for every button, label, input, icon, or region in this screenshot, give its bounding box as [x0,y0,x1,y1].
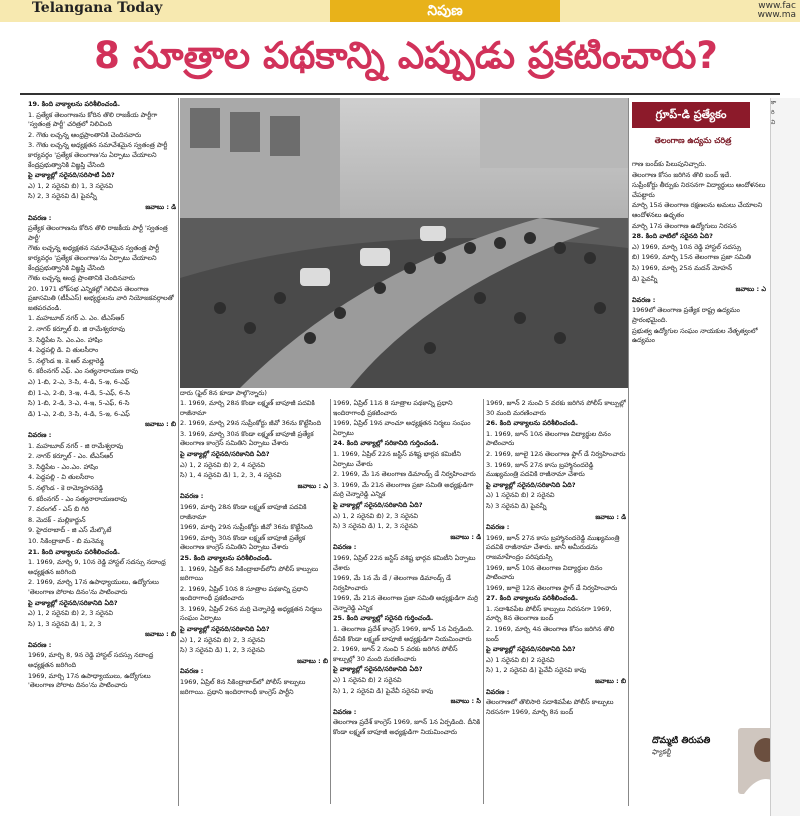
column-paragraph: సి) 2, 3 సరైనవి డి) పైవన్నీ [28,192,97,201]
text-column-5 [632,160,766,725]
column-paragraph: తెలంగాణలో తొలిసారి సదాశివపేట పోలీస్ కాల్పులు నిరసనగా 1969, మార్చి 8న బంద్ [486,698,614,716]
column-paragraph: ఎ) 1, 2 సరైనవి బి) 1, 3 సరైనవి [28,181,114,190]
column-paragraph: 5. నల్గొండ - కె రామ్మోహనరెడ్డి [28,483,104,492]
column-paragraph: వివరణ : [180,492,204,501]
column-paragraph: 1969, మార్చి 17న ఉపాధ్యాయులు, ఉద్యోగులు 'తెలంగాణ పోరాట దినం'ను పాటించారు [28,671,151,690]
column-paragraph: 4. పెద్దపల్లి డి. వి తులసీరాం [28,346,99,355]
column-paragraph: సి) 1, 2 సరైనవి డి) పైవేవీ సరైనవి కావు [486,666,587,675]
column-paragraph: 6. కరీంనగర్ - ఎం సత్యనారాయణరావు [28,494,127,503]
author-name: దొమ్మటి తిరుపతి [652,736,711,746]
column-paragraph: వివరణ : [333,707,357,716]
column-paragraph: బి) 1969, మార్చి 15న తెలంగాణ ప్రజా సమితి [632,253,751,262]
column-paragraph: 25. కింది వాక్యాల్లో సరైనది గుర్తించండి. [333,614,434,623]
column-paragraph: 2. 1969, మార్చి 29న సుప్రీంకోర్టు జీవో 36ను కొట్టేసింది [180,419,322,428]
column-paragraph: పై వాక్యాల్లో సరైనది/సరికానిది ఏది? [333,500,423,509]
column-paragraph: 1. 1969, ఏప్రిల్ 8న సికింద్రాబాద్‌లోని పోలీస్ కాల్పులు జరిగాయి [180,564,319,583]
column-paragraph: డి) పైవన్నీ [632,274,658,283]
column-paragraph: 1969, జూలై 12న తెలంగాణ ఫ్లాగ్ డే నిర్వహించారు [486,583,618,592]
column-paragraph: 1969, జూన్ 2 నుంచి 5 వరకు జరిగిన పోలీస్ కాల్పుల్లో 30 మంది మరణించారు [486,399,626,417]
column-paragraph: 2. నాగర్ కర్నూల్ - ఎం. టీఎస్ఆర్ [28,452,114,461]
column-paragraph: 24. కింది వాక్యాల్లో సరికానిది గుర్తించండి. [333,439,439,448]
column-paragraph: తెలంగాణ ప్రదేశ్ కాంగ్రెస్ 1969, జూన్ 1న ఏర్పడింది. దీనికి కొండా లక్ష్మణ్ బాపూజీ అధ్యక్షుడిగా నియమించారు [333,718,481,736]
column-paragraph: జవాబు : డి [450,532,481,541]
column-paragraph: ఎ) 1, 2 సరైనవి బి) 2, 4 సరైనవి [180,460,266,469]
column-paragraph: వివరణ : [28,213,52,222]
column-paragraph: 3. గౌతు లచ్చన్న అధ్యక్షతన సమావేశమైన స్వతంత్ర పార్టీ కార్యవర్గం 'ప్రత్యేక తెలంగాణ'ను ఏర్పాటు చేయాలని కేంద్రప్రభుత్వానికి విజ్ఞప్తి చేసింది [28,141,168,169]
column-paragraph: 1. 1969, జూన్ 10న తెలంగాణ విద్యార్థుల దినం పాటించారు [486,429,611,448]
crowd-photo-image [180,98,628,388]
section-badge: గ్రూప్-డి ప్రత్యేకం [632,102,750,128]
column-paragraph: 1. మహబూబ్ నగర్ ఎ. ఎం. టీఎస్ఆర్ [28,314,125,323]
column-paragraph: 1969లో తెలంగాణ ప్రత్యేక రాష్ట్ర ఉద్యమం ప్రారంభమైంది. [632,306,740,324]
column-paragraph: ఎ) 1, 2 సరైనవి బి) 2, 3 సరైనవి [333,511,419,520]
author-role: ఫ్యాకల్టీ [652,748,672,756]
column-paragraph: 21. కింది వాక్యాలను పరిశీలించండి. [28,547,121,556]
column-paragraph: 1969, మార్చి 30న కొండా లక్ష్మణ్ బాపూజీ ప్రత్యేక తెలంగాణ కాంగ్రెస్ సమితిని ఏర్పాటు చేశారు [180,533,306,552]
column-paragraph: 1969, మే 21న తెలంగాణ ప్రజా సమితి అధ్యక్షుడిగా మర్రి చెన్నారెడ్డి ఎన్నిక [333,594,478,612]
historical-photo [180,98,628,388]
column-paragraph: 2. గౌతు లచ్చన్న ఆంధ్రప్రాంతానికి చెందినవారు [28,130,142,139]
column-paragraph: 1969, ఏప్రిల్ 8న సికింద్రాబాద్‌లో పోలీస్ కాల్పులు జరిగాయి. ప్రధాని ఇందిరాగాంధీ కాంగ్రెస్ పార్టీని [180,678,306,696]
column-paragraph: జవాబు : బి [145,630,176,639]
masthead [0,0,800,22]
column-divider [483,399,484,804]
column-paragraph: 3. 1969, మార్చి 30న కొండా లక్ష్మణ్ బాపూజీ ప్రత్యేక తెలంగాణ కాంగ్రెస్ సమితిని ఏర్పాటు చేశారు [180,429,314,448]
column-paragraph: 3. సిద్ధిపేట - ఎం.ఎం. హాషిం [28,462,99,471]
column-paragraph: 1969, మే 1న మే డే / తెలంగాణ డిమాండ్స్ డే నిర్వహించారు [333,574,451,592]
masthead-brand: Telangana Today [32,0,163,16]
column-paragraph: పై వాక్యాల్లో సరైనది/సరికానిది ఏది? [180,625,270,634]
column-paragraph: జవాబు : డి [145,202,176,211]
column-paragraph: 1969, మార్చి 8, 9న రెడ్డి హాస్టల్ సదస్సు నదాంధ్ర అధ్యక్షతన జరిగింది [28,651,154,670]
column-paragraph: 19. కింది వాక్యాలను పరిశీలించండి. [28,100,121,108]
column-paragraph: వివరణ : [28,640,52,649]
column-paragraph: సి) 3 సరైనవి డి) 1, 2, 3 సరైనవి [333,522,418,531]
column-paragraph: 1969, మార్చి 28న కొండా లక్ష్మణ్ బాపూజీ పదవికి రాజీనామా [180,502,307,521]
column-paragraph: వివరణ : [486,687,510,696]
column-paragraph: సుప్రీంకోర్టు తీర్పుకు నిరసనగా విద్యార్థులు ఆందోళనలు చేపట్టారు [632,181,766,199]
column-paragraph: 1. ప్రత్యేక తెలంగాణను కోరిన తొలి రాజకీయ పార్టీగా 'స్వతంత్ర పార్టీ' చరిత్రలో నిలిచింది [28,110,158,129]
column-paragraph: మార్చి 15న తెలంగాణ రక్షణలను అమలు చేయాలని ఆందోళనలు ఉధృతం [632,201,763,219]
headline-rule [20,93,780,95]
column-paragraph: ఎ) 1-బి, 2-ఎ, 3-సి, 4-డి, 5-ఇ, 6-ఎఫ్ [28,378,130,387]
column-paragraph: 7. వరంగల్ - ఎస్ బి గిరి [28,505,89,514]
column-divider [178,98,179,806]
column-paragraph: ఎ) 1 సరైనవి బి) 2 సరైనవి [486,655,555,664]
column-paragraph: మార్చి 17న తెలంగాణ ఉద్యోగులు నిరసన [632,221,737,230]
column-paragraph: వివరణ : [486,523,510,532]
column-paragraph: 27. కింది వాక్యాలను పరిశీలించండి. [486,594,579,603]
column-paragraph: ఎ) 1 సరైనవి బి) 2 సరైనవి [333,676,402,685]
column-paragraph: 1969, జూన్ 10న తెలంగాణ విద్యార్థుల దినం పాటించారు [486,563,603,582]
column-paragraph: 1969, జూన్ 27న కాసు బ్రహ్మానందరెడ్డి ముఖ్యమంత్రి పదవికి రాజీనామా చేశారు. జానీ అమీరుడను రాజమాహేంద్రం పరిషదుస్సి [486,533,620,561]
column-paragraph: జవాబు : బి [297,656,328,665]
column-paragraph: సి) 3 సరైనవి డి) 1, 2, 3 సరైనవి [180,646,265,655]
column-paragraph: డి) 1-ఎ, 2-బి, 3-సి, 4-డి, 5-ఇ, 6-ఎఫ్ [28,409,130,418]
column-paragraph: 1969, ఏప్రిల్ 22న జస్టిస్ వశిష్ట భార్గవ కమిటీని ఏర్పాటు చేశారు [333,553,476,572]
column-paragraph: బి) 1-ఎ, 2-బి, 3-ఇ, 4-డి, 5-ఎఫ్, 6-సి [28,388,130,397]
column-paragraph: 2. 1969, మార్చి 17న ఉపాధ్యాయులు, ఉద్యోగులు 'తెలంగాణ పోరాట దినం'ను పాటించారు [28,578,159,596]
column-paragraph: 20. 1971 లోక్‌సభ ఎన్నికల్లో గెలిచిన తెలంగాణ ప్రజాసమితి (టీపీఎస్) అభ్యర్థులను వారి నియోజకవర్గాలతో జతపరచండి. [28,284,174,312]
column-paragraph: 2. నాగర్ కర్నూల్ బి. జి రామేశ్వరరావు [28,325,125,334]
text-column-2 [180,399,328,804]
column-paragraph: వివరణ : [180,667,204,676]
column-paragraph: సి) 1-బి, 2-డి, 3-ఎ, 4-ఇ, 5-ఎఫ్, 6-సి [28,399,130,408]
column-paragraph: వివరణ : [632,295,656,304]
page-headline: 8 సూత్రాల పథకాన్ని ఎప్పుడు ప్రకటించారు? [94,34,718,77]
column-paragraph: 6. కరీంనగర్ ఎఫ్. ఎం సత్యనారాయణ రావు [28,367,139,376]
column-paragraph: జవాబు : ఎ [735,285,766,294]
column-paragraph: జవాబు : సి [450,697,481,706]
column-paragraph: 3. 1969, మే 21న తెలంగాణ ప్రజా సమితి అధ్యక్షుడిగా మర్రి చెన్నారెడ్డి ఎన్నిక [333,480,474,499]
column-paragraph: 9. హైదరాబాద్ - జి ఎస్ మేల్కొటే [28,526,112,535]
column-paragraph: సి) 1, 2 సరైనవి డి) పైవేవీ సరైనవి కావు [333,686,434,695]
column-paragraph: ఎ) 1 సరైనవి బి) 2 సరైనవి [486,491,555,500]
column-paragraph: 4. పెద్దపల్లి - వి తులసీరాం [28,473,94,482]
column-paragraph: గౌతు లచ్చన్న అధ్యక్షతన సమావేశమైన స్వతంత్ర పార్టీ కార్యవర్గం 'ప్రత్యేక తెలంగాణ'ను ఏర్పాటు చేయాలని కేంద్రప్రభుత్వానికి విజ్ఞప్తి చేసింది [28,244,160,272]
column-paragraph: పై వాక్యాల్లో సరైనది/సరికానిది ఏది? [28,598,118,607]
photo-caption: దారు (ఫైల్ 8న కూడా పాల్గొన్నారు) [180,389,267,397]
column-paragraph: 8. మెదక్ - మల్లికార్జున్ [28,515,86,524]
masthead-url [758,2,796,20]
edge-fragment: రి [771,109,775,116]
column-paragraph: పై వాక్యాల్లో సరైనది/సరికానిది ఏది? [486,480,576,489]
column-divider [628,98,629,806]
column-paragraph: 2. 1969, జూలై 12న తెలంగాణ ఫ్లాగ్ డే నిర్వహించారు [486,449,626,458]
column-paragraph: 5. నల్గొండ ఇ. కె.ఆర్ మల్లారెడ్డి [28,356,105,365]
column-paragraph: ప్రత్యేక తెలంగాణను కోరిన తొలి రాజకీయ పార్టీ 'స్వతంత్ర పార్టీ' [28,224,168,242]
column-paragraph: పై వాక్యాల్లో సరైనది/సరికానిది ఏది? [180,449,270,458]
masthead-logo: నిపుణ [330,0,560,22]
column-paragraph: జవాబు : బి [595,677,626,686]
column-paragraph: గాణ బంద్‌కు పిలుపునిచ్చారు. [632,160,707,168]
column-paragraph: జవాబు : ఎ [297,481,328,490]
column-paragraph: 10. సికింద్రాబాద్ - బి మనెమ్మ [28,536,104,545]
column-paragraph: 25. కింది వాక్యాలను పరిశీలించండి. [180,553,273,562]
url-line[interactable]: www.fac [758,1,796,11]
column-paragraph: 28. కింది వాటిలో సరైనది ఏది? [632,232,713,241]
column-paragraph: 3. 1969, జూన్ 27న కాసు బ్రహ్మానందరెడ్డి ముఖ్యమంత్రి పదవికి రాజీనామా చేశారు [486,460,594,479]
adjacent-page-edge [770,98,800,816]
column-paragraph: సి) 1, 3 సరైనవి డి) 1, 2, 3 [28,619,102,628]
column-paragraph: గౌతు లచ్చన్న ఆంధ్ర ప్రాంతానికి చెందినవారు [28,274,135,283]
column-paragraph: 2. 1969, మే 1న తెలంగాణ డిమాండ్స్ డే నిర్వహించారు [333,470,476,479]
section-subtitle: తెలంగాణ ఉద్యమ చరిత్ర [654,136,732,145]
column-paragraph: 1. 1969, మార్చి 9, 10న రెడ్డి హాస్టల్ సదస్సు నదాంధ్ర అధ్యక్షతన జరిగింది [28,558,166,576]
column-paragraph: 2. 1969, జూన్ 2 నుంచి 5 వరకు జరిగిన పోలీస్ కాల్పుల్లో 30 మంది మరణించారు [333,645,458,663]
column-paragraph: 1969, ఏప్రిల్ 19న వాంచూ అధ్యక్షతన నిర్మలు సంఘం ఏర్పాటు [333,419,471,437]
column-paragraph: 3. 1969, ఏప్రిల్ 26న మర్రి చెన్నారెడ్డి అధ్యక్షతన నిర్మలు సంఘం ఏర్పాటు [180,604,322,623]
column-paragraph: ఎ) 1, 2 సరైనవి బి) 2, 3 సరైనవి [180,635,266,644]
column-paragraph: 1. తెలంగాణ ప్రదేశ్ కాంగ్రెస్ 1969, జూన్ 1న ఏర్పడింది. దీనికి కొండా లక్ష్మణ్ బాపూజీ అధ్యక్షుడిగా నియమించారు [333,625,474,643]
column-paragraph: తెలంగాణ కోసం జరిగిన తొలి బంద్ ఇదే. [632,170,732,179]
column-paragraph: వివరణ : [28,431,52,439]
column-paragraph: సి) 1, 4 సరైనవి డి) 1, 2, 3, 4 సరైనవి [180,471,282,480]
column-paragraph: 26. కింది వాక్యాలను పరిశీలించండి. [486,419,579,428]
text-column-4 [486,399,626,804]
column-divider [330,399,331,804]
column-paragraph: 1969, మార్చి 29న సుప్రీంకోర్టు జీవో 36ను కొట్టేసింది [180,523,313,532]
column-paragraph: ఎ) 1, 2 సరైనవి బి) 2, 3 సరైనవి [28,609,114,618]
column-paragraph: 1. మహబూబ్ నగర్ - జి రామేశ్వరావు [28,441,124,450]
column-paragraph: 2. 1969, మార్చి 4న తెలంగాణ కోసం జరిగిన తొలి బంద్ [486,625,615,643]
column-paragraph: సి) 1969, మార్చి 25న మదన్ మోహన్ [632,263,733,272]
text-column-1 [28,100,176,805]
column-paragraph: జవాబు : బి [145,420,176,429]
url-line[interactable]: www.ma [757,10,796,20]
column-paragraph: వివరణ : [333,543,357,552]
column-paragraph: 1. సదాశివపేట పోలీస్ కాల్పులు నిరసనగా 1969, మార్చి 8న తెలంగాణ బంద్ [486,604,612,623]
column-paragraph: పై వాక్యాల్లో సరైనది/సరిసాటి ఏది? [28,171,115,180]
column-paragraph: పై వాక్యాల్లో సరైనది/సరికానిది ఏది? [333,665,423,674]
column-paragraph: జవాబు : డి [595,512,626,521]
column-paragraph: 1. 1969, మార్చి 28న కొండా లక్ష్మణ్ బాపూజీ పదవికి రాజీనామా [180,399,315,417]
text-column-3 [333,399,481,804]
column-paragraph: పై వాక్యాల్లో సరైనది/సరికానిది ఏది? [486,645,576,654]
column-paragraph: 1. 1969, ఏప్రిల్ 22న జస్టిస్ వశిష్ట భార్గవ కమిటీని ఏర్పాటు చేశారు [333,449,461,468]
column-paragraph: ప్రభుత్వ ఉద్యోగుల సంఘం నాయకుల నేతృత్వంలో ఉద్యమం [632,326,758,345]
column-paragraph: ఎ) 1969, మార్చి 10న రెడ్డి హాస్టల్ సదస్సు [632,242,742,251]
edge-fragment: వి [771,119,776,126]
column-paragraph: 1969, ఏప్రిల్ 11న 8 సూత్రాల పథకాన్ని ప్రధాని ఇందిరాగాంధీ ప్రకటించారు [333,399,453,417]
column-paragraph: 3. సిద్ధిపేట సి. ఎం.ఎం. హాషిం [28,335,103,344]
column-paragraph: సి) 3 సరైనవి డి) పైవన్నీ [486,501,547,510]
edge-fragment: కా [771,99,777,106]
column-paragraph: 2. 1969, ఏప్రిల్ 10న 8 సూత్రాల పథకాన్ని ప్రధాని ఇందిరాగాంధీ ప్రకటించారు [180,584,308,603]
